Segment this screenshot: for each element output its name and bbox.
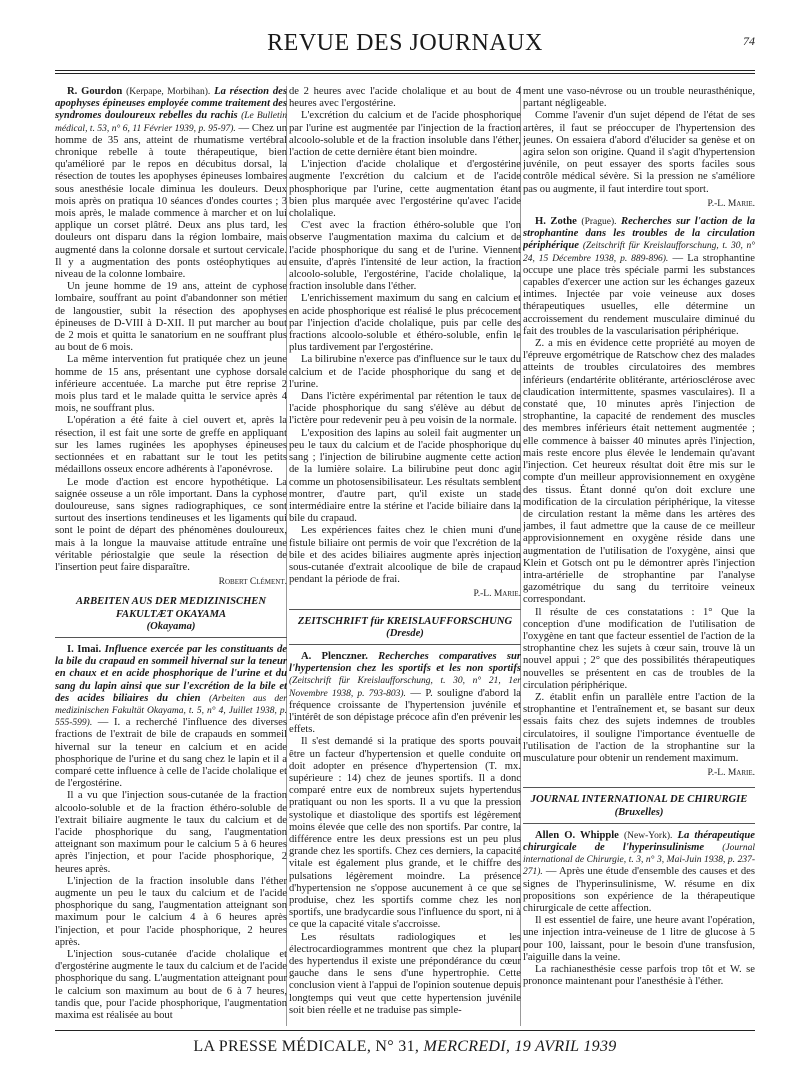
footer-journal: LA PRESSE MÉDICALE, N° 31, — [193, 1038, 424, 1055]
article-reference: (Journal international de Chirurgie, t. 3, n° 3, Mai-Juin 1938, p. 237-271). — [523, 842, 755, 878]
journal-city: (Bruxelles) — [614, 806, 664, 818]
article-text: — P. souligne d'abord la fréquence croissante de l'hypertension juvénile et l'intérêt de son dépistage précoce afin d'en prévenir les effets. — [289, 687, 521, 736]
page-footer — [55, 1038, 755, 1056]
paragraph: Le mode d'action est encore hypothétique. La saignée osseuse a un rôle important. Dans la cyphose douloureuse, sans signes radiographiques, ce sont surtout des insertions tendineuses et les ligaments qui sont le point de départ des phénomènes douloureux, mais à la longue la mauvaise attitude entraîne une véritable périostalgie que seule la résection de l'insertion peut faire disparaître. — [55, 476, 287, 573]
article-text: — Chez un homme de 35 ans, atteint de rhumatisme vertébral chronique rebelle à toute thérapeutique, bien qu'amélioré par le repos en décubitus dorsal, la résection de toutes les apophyses épineuses lombaires sous anesthésie locale diminua les douleurs. Deux mois après on pratiqua 10 séances d'ondes courtes ; 3 mois après, le malade commence à marcher et on lui applique un corset plâtré. Deux ans plus tard, les douleurs ont disparu dans la région lombaire, mais augmenté dans la colonne dorsale et surtout cervicale. Il y a augmentation des ponts ostéophytiques au niveau de la colonne lombaire. — [55, 122, 287, 281]
article-whipple — [523, 830, 755, 915]
column-middle — [289, 86, 521, 1026]
footer-date: MERCREDI, 19 AVRIL 1939 — [423, 1038, 617, 1055]
column-left — [55, 86, 287, 1026]
reviewer-signature: P.-L. Marie. — [707, 768, 755, 779]
article-location: (Kerpape, Morbihan). — [126, 87, 211, 97]
paragraph: de 2 heures avec l'acide cholalique et au bout de 4 heures avec l'ergostérine. — [289, 86, 521, 110]
footer-rule — [55, 1030, 755, 1031]
journal-section-heading — [55, 596, 287, 638]
reviewer-signature: Robert Clément. — [218, 577, 287, 588]
reviewer-signature: P.-L. Marie. — [473, 589, 521, 600]
article-imai — [55, 644, 287, 790]
article-reference: (Le Bulletin médical, t. 53, n° 6, 11 Février 1939, p. 95-97). — [55, 111, 287, 134]
journal-city: (Okayama) — [146, 620, 196, 632]
paragraph: L'injection de la fraction insoluble dans l'éther augmente un peu le taux du calcium et de l'acide phosphorique du sang, l'augmentation atteignant son maximum pour le calcium 4 à 6 heures après l'injection, et pour l'acide phosphorique, 2 heures après. — [55, 875, 287, 948]
article-plenczner — [289, 651, 521, 736]
paragraph: L'excrétion du calcium et de l'acide phosphorique par l'urine est augmentée par l'injection de la fraction alcoolo-soluble et de la fraction insoluble dans l'éther, l'action de cette dernière étant bien moindre. — [289, 110, 521, 159]
journal-section-heading — [523, 787, 755, 823]
paragraph: Dans l'ictère expérimental par rétention le taux de l'acide phosphorique du sang s'élève au début de l'ictère pour redevenir peu à peu voisin de la normale. — [289, 391, 521, 427]
paragraph: L'opération a été faite à ciel ouvert et, après la résection, il est fait une sorte de greffe en appliquant sur les lames ruginées les apophyses épineuses sectionnées et en rabattant sur le tout les petits médaillons osseux encore adhérents à l'aponévrose. — [55, 415, 287, 476]
article-title: Recherches comparatives sur l'hypertension chez les sportifs et les non sportifs — [289, 650, 521, 675]
journal-name: ZEITSCHRIFT für KREISLAUFFORSCHUNG — [297, 615, 513, 627]
article-text: — La strophantine occupe une place très spéciale parmi les substances capables d'exercer une action sur les échanges gazeux intimes. Injectée par voie veineuse aux doses thérapeutiques usuelles, elle détermine un accroissement du rendement musculaire diminué du fait des troubles de la vascularisation périphérique. — [523, 252, 755, 337]
journal-city: (Dresde) — [386, 627, 424, 639]
journal-section-heading — [289, 609, 521, 645]
paragraph: Un jeune homme de 19 ans, atteint de cyphose lombaire, souffrant au point d'abandonner son métier de langoustier, subit la résection des apophyses épineuses de D-VIII à D-XII. Il put marcher au bout de 2 mois et quitta le sanatorium en ne souffrant plus au bout de 6 mois. — [55, 281, 287, 354]
header-rule — [55, 70, 755, 71]
paragraph: Les résultats radiologiques et les électrocardiogrammes montrent que chez la plupart des hypertendus il existe une prépondérance du cœur gauche dans le sens d'une hypertrophie. Cette conclusion vient à l'appui de l'opinion soutenue depuis longtemps qui veut que cette hypertension juvénile soit bien réelle et ne traduise pas simple- — [289, 931, 521, 1016]
paragraph: Il est essentiel de faire, une heure avant l'opération, une injection intra-veineuse de 1 litre de glucose à 5 pour 100, laissant, pour le besoin d'une transfusion, l'aiguille dans la veine. — [523, 915, 755, 963]
paragraph: Z. a mis en évidence cette propriété au moyen de l'épreuve ergométrique de Ratschow chez des malades atteints de troubles circulatoires des membres inférieurs (endartérite oblitérante, artériosclérose avec claudication intermittente, spasmes vasculaires). Il a constaté que, 10 minutes après l'injection de strophantine, la capacité de rendement des muscles des membres inférieurs était nettement augmentée ; elle commence à baisser 40 minutes après l'injection, mais reste encore plus élevée le lendemain qu'avant l'injection. Cet heureux résultat doit être mis sur le compte d'un meilleur approvisionnement en oxygène des tissus. Étant donné qu'on doit exclure une modification de la circulation périphérique, la vitesse de circulation restant la même dans les artères des jambes, il faut admettre que la cause de ce meilleur approvisionnement en oxygène réside dans une augmentation de l'utilisation de l'oxygène, ainsi que Klein et Gotsch ont pu le démontrer après l'injection intra-artérielle de strophantine par l'analyse gazométrique du sang du territoire veineux correspondant. — [523, 338, 755, 606]
journal-section-title: REVUE DES JOURNAUX — [267, 30, 543, 56]
article-author: Allen O. Whipple — [535, 829, 619, 841]
article-reference: (Zeitschrift für Kreislaufforschung, t. 30, n° 21, 1er Novembre 1938, p. 793-803). — [289, 676, 521, 699]
paragraph: Il résulte de ces constatations : 1° Que la conception d'une modification de l'utilisation de l'oxygène en tant que facteur essentiel de l'action de la strophantine chez les sujets à cœur sain, trouve là un nouvel appui ; 2° que des possibilités thérapeutiques nouvelles se présentent en cas de troubles de la circulation périphérique. — [523, 606, 755, 691]
paragraph: L'enrichissement maximum du sang en calcium et en acide phosphorique est réalisé le plus précocement par l'injection d'acide cholalique, puis par celle des fractions alcoolo-soluble et éthéro-soluble, enfin le plus tardivement par l'ergostérine. — [289, 293, 521, 354]
article-author: H. Zothe — [535, 216, 577, 228]
article-location: (Prague). — [581, 217, 617, 228]
article-author: R. Gourdon — [67, 86, 123, 97]
page-number: 74 — [743, 34, 755, 48]
paragraph: ment une vaso-névrose ou un trouble neurasthénique, partant négligeable. — [523, 86, 755, 110]
article-author: I. Imai. — [67, 643, 102, 655]
article-title: La résection des apophyses épineuses employée comme traitement des syndromes douloureux rebelles du rachis — [55, 86, 287, 122]
article-reference: (Arbeiten aus der medizinischen Fakultät Okayama, t. 5, n° 4, Juillet 1938, p. 555-599). — [55, 693, 287, 729]
paragraph: La rachianesthésie cesse parfois trop tôt et W. se prononce maintenant pour l'anesthésie à l'éther. — [523, 964, 755, 988]
article-location: (New-York). — [624, 830, 673, 841]
page-header — [55, 30, 755, 64]
paragraph: Comme l'avenir d'un sujet dépend de l'état de ses artères, il faut se préoccuper de l'hypertension des jeunes. On essaiera d'abord d'élucider sa genèse et on agira selon son origine. Quand il s'agit d'hypertension juvénile, on peut essayer des sports faciles sous contrôle médical sévère. Si la pression ne s'améliore pas ou augmente, il faut interdire tout sport. — [523, 110, 755, 195]
article-zothe — [523, 216, 755, 338]
journal-name: JOURNAL INTERNATIONAL DE CHIRURGIE — [530, 794, 748, 806]
paragraph: L'injection d'acide cholalique et d'ergostérine augmente l'excrétion du calcium et de l'acide phosphorique par l'urine, cette augmentation étant bien plus marquée avec l'ergostérine qu'avec l'acide cholalique. — [289, 159, 521, 220]
paragraph: C'est avec la fraction éthéro-soluble que l'on observe l'augmentation maxima du calcium et de l'acide phosphorique du sang et de l'urine. Viennent ensuite, d'après l'intensité de leur action, la fraction alcoolo-soluble, l'ergostérine, l'acide cholalique, la fraction insoluble dans l'éther. — [289, 220, 521, 293]
article-title: Recherches sur l'action de la strophantine dans les troubles de la circulation périphérique — [523, 216, 755, 252]
article-text: — I. a recherché l'influence des diverses fractions de l'extrait de bile de crapauds en sommeil hivernal sur la teneur en calcium et en acide phosphorique de l'urine et du sang chez le lapin et il a comparé cette influence à celle de l'acide cholalique et de l'ergostérine. — [55, 717, 287, 790]
paragraph: L'injection sous-cutanée d'acide cholalique et d'ergostérine augmente le taux du calcium et de l'acide phosphorique du sang. L'augmentation atteignant pour le calcium son maximum au bout de 6 à 7 heures, tandis que, pour l'acide phosphorique, l'augmentation maxima est réalisée au bout — [55, 949, 287, 1022]
article-title: Influence exercée par les constituants de la bile du crapaud en sommeil hivernal sur la teneur en chaux et en acide phosphorique de l'urine et du sang du lapin ainsi que sur l'excrétion de la bile et des acides biliaires du chien — [55, 643, 287, 704]
article-author: A. Plenczner. — [301, 650, 368, 662]
article-title: La thérapeutique chirurgicale de l'hyperinsulinisme — [523, 829, 755, 853]
column-right — [523, 86, 755, 1026]
paragraph: Les expériences faites chez le chien muni d'une fistule biliaire ont permis de voir que l'excrétion de la bile et des acides biliaires augmente après injection sous-cutanée d'extrait alcoolique de bile de crapaud pendant la période de frai. — [289, 525, 521, 586]
paragraph: Il s'est demandé si la pratique des sports pouvait être un facteur d'hypertension et quelle conduite on doit adopter en présence d'hypertension (T. mx. supérieure : 14) chez de jeunes sportifs. Il a donc comparé entre eux de nombreux sujets hypertendus pratiquant ou non les sports. Il a vu que la pression systolique et diastolique des sportifs est légèrement moins élevée que celle des non sportifs. Par contre, la différence entre les deux pressions est un peu plus grande chez les sportifs. Chez ces derniers, la capacité vitale est également plus grande, et le chiffre des pulsations légèrement moindre. La présence d'hypertension ne s'oppose aucunement à ce que se produise, chez les sportifs comme chez les non sportifs, une bradycardie sous l'influence du sport, ni à ce que la capacité vitale s'accroisse. — [289, 736, 521, 931]
article-gourdon — [55, 86, 287, 281]
article-reference: (Zeitschrift für Kreislaufforschung, t. 30, n° 24, 15 Décembre 1938, p. 889-896). — [523, 241, 755, 264]
article-text: — Après une étude d'ensemble des causes et des signes de l'hyperinsulinisme, W. résume en dix propositions son expérience de la thérapeutique chirurgicale de cette affection. — [523, 866, 755, 914]
paragraph: La bilirubine n'exerce pas d'influence sur le taux du calcium et de l'acide phosphorique du sang et de l'urine. — [289, 354, 521, 390]
paragraph: L'exposition des lapins au soleil fait augmenter un peu le taux du calcium et de l'acide phosphorique du sang ; l'injection de bilirubine augmente cette action de la lumière solaire. La bilirubine peut donc agir comme un photosensibilisateur. Les résultats semblent montrer, d'autre part, qu'il existe un stade intermédiaire entre la stérine et l'acide biliaire dans la bile du crapaud. — [289, 427, 521, 525]
paragraph: Il a vu que l'injection sous-cutanée de la fraction alcoolo-soluble et de la fraction éthéro-soluble de l'extrait biliaire augmente le taux du calcium et de l'acide phosphorique du sang, l'augmentation atteignant son maximum pour le calcium 5 à 6 heures après l'injection, et pour l'acide phosphorique, 2 heures après. — [55, 790, 287, 875]
journal-name: ARBEITEN AUS DER MEDIZINISCHEN FAKULTÆT OKAYAMA — [75, 596, 267, 620]
reviewer-signature: P.-L. Marie. — [707, 198, 755, 209]
header-rule-thin — [55, 73, 755, 74]
paragraph: Z. établit enfin un parallèle entre l'action de la strophantine et l'entraînement et, se basant sur deux essais faits chez des sujets indemnes de troubles circulatoires, il souligne l'importance éventuelle de l'utilisation de l'action de la strophantine sur la musculature pour obtenir un rendement maximum. — [523, 691, 755, 764]
paragraph: La même intervention fut pratiquée chez un jeune homme de 15 ans, présentant une cyphose dorsale inférieure accentuée. La marche put être reprise 2 mois plus tard et le malade quitta le service après 4 mois, ne souffrant plus. — [55, 354, 287, 415]
